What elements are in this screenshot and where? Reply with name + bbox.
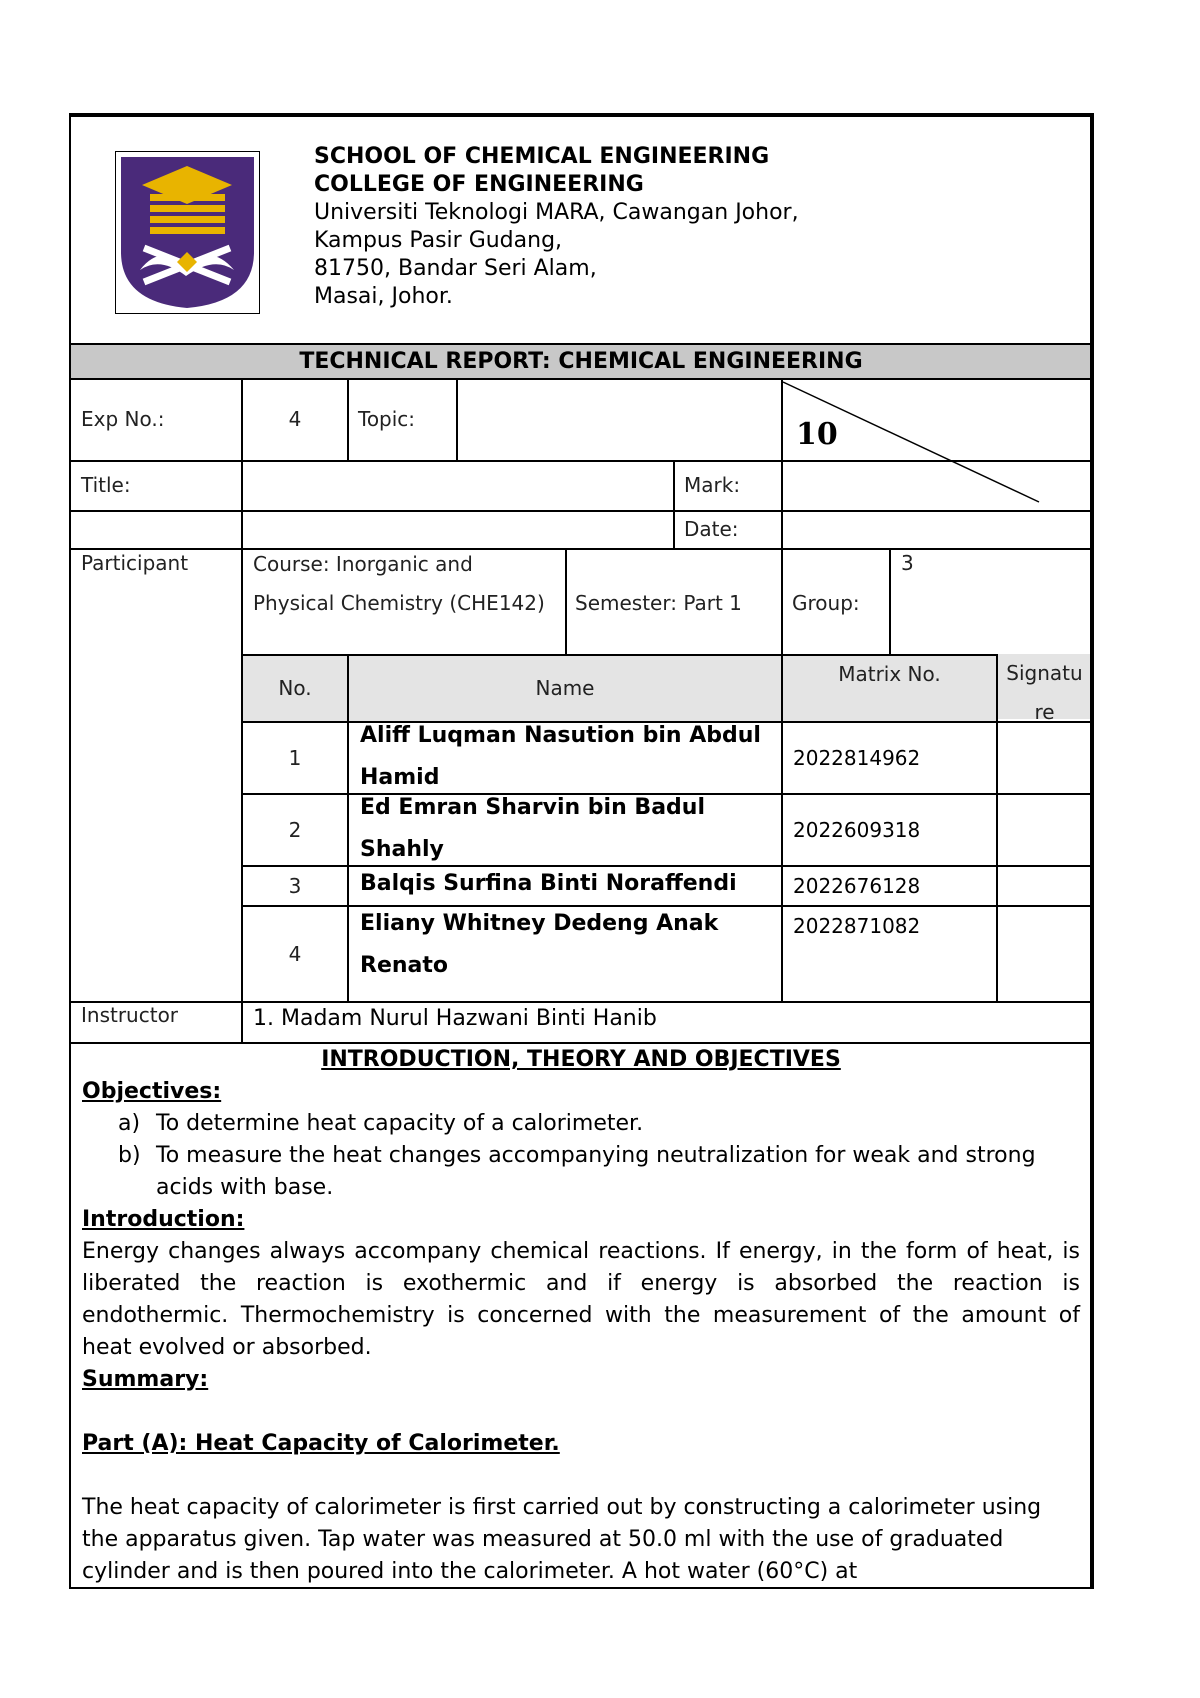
grid-line [347,380,349,460]
course-info: Course: Inorganic and Physical Chemistry (CHE142) [253,552,545,615]
col-header-matrix: Matrix No. [783,656,996,721]
participant-name: Balqis Surfina Binti Noraffendi [360,871,737,896]
semester-info: Semester: Part 1 [575,591,742,615]
address-line: Universiti Teknologi MARA, Cawangan Johor, [314,200,799,225]
objective-item [82,1108,1080,1140]
school-name: SCHOOL OF CHEMICAL ENGINEERING [314,144,770,169]
grid-line [71,548,1091,550]
signature-field[interactable] [998,867,1091,905]
date-label: Date: [684,517,739,541]
exp-no-value: 4 [288,407,302,431]
signature-field[interactable] [998,723,1091,793]
participant-name: Aliff Luqman Nasution bin Abdul Hamid [360,723,761,790]
title-field[interactable] [243,462,673,510]
row-no: 1 [288,746,302,770]
topic-label: Topic: [358,407,416,431]
participant-label: Participant [81,551,189,575]
instructor-label: Instructor [81,1003,179,1027]
participant-name: Ed Emran Sharvin bin Badul Shahly [360,795,705,862]
grid-line [889,548,891,654]
row-no: 4 [288,942,302,966]
grid-line [71,1001,1091,1003]
col-header-no: No. [243,656,347,721]
section-title: INTRODUCTION, THEORY AND OBJECTIVES [321,1047,841,1072]
introduction-heading: Introduction: [82,1207,245,1232]
address-line: Masai, Johor. [314,284,453,309]
objective-marker: b) [118,1143,141,1168]
report-banner: TECHNICAL REPORT: CHEMICAL ENGINEERING [71,343,1091,380]
university-logo [115,151,260,314]
matrix-no: 2022609318 [793,818,921,842]
signature-field[interactable] [998,907,1091,1001]
address-line: 81750, Bandar Seri Alam, [314,256,597,281]
title-label: Title: [81,473,131,497]
uitm-crest-icon [116,152,259,313]
date-field[interactable] [783,512,1091,548]
exp-no-label: Exp No.: [81,407,165,431]
grid-line [565,548,567,654]
matrix-no: 2022676128 [793,874,921,898]
part-a-paragraph: The heat capacity of calorimeter is first carried out by constructing a calorimeter using the apparatus given. Tap water was measured at 50.0 ml with the use of graduated cylinder and is then poured into the calorimeter. A hot water (60°C) at [82,1495,1042,1584]
matrix-no: 2022814962 [793,746,921,770]
mark-label: Mark: [684,473,741,497]
matrix-no: 2022871082 [793,914,921,938]
mark-total: 10 [796,417,838,452]
topic-field[interactable] [458,382,781,460]
mark-field[interactable] [783,462,1091,510]
grid-line [673,460,675,548]
objective-item [82,1140,1080,1204]
objectives-heading: Objectives: [82,1079,222,1104]
objective-marker: a) [118,1111,141,1136]
col-header-signature: Signature [998,654,1091,719]
school-address-block [314,143,799,311]
instructor-name: 1. Madam Nurul Hazwani Binti Hanib [253,1006,657,1031]
address-line: Kampus Pasir Gudang, [314,228,563,253]
row-no: 3 [288,874,302,898]
college-name: COLLEGE OF ENGINEERING [314,172,644,197]
report-body [82,1044,1080,1588]
introduction-paragraph: Energy changes always accompany chemical reactions. If energy, in the form of heat, is liberated the reaction is exothermic and if energy is absorbed the reaction is endothermic. Thermochemistry is concerned with the measurement of the amount of heat evolved or absorbed. [82,1239,1080,1360]
report-page [69,113,1094,1589]
participant-name: Eliany Whitney Dedeng Anak Renato [360,911,719,978]
objective-text: To measure the heat changes accompanying neutralization for weak and strong acids with base. [156,1143,1036,1200]
col-header-name: Name [349,656,781,721]
group-value: 3 [901,551,914,575]
objective-text: To determine heat capacity of a calorimeter. [156,1111,644,1136]
signature-field[interactable] [998,795,1091,865]
row-no: 2 [288,818,302,842]
summary-heading: Summary: [82,1367,209,1392]
group-label: Group: [792,591,860,615]
part-a-heading: Part (A): Heat Capacity of Calorimeter. [82,1431,560,1456]
